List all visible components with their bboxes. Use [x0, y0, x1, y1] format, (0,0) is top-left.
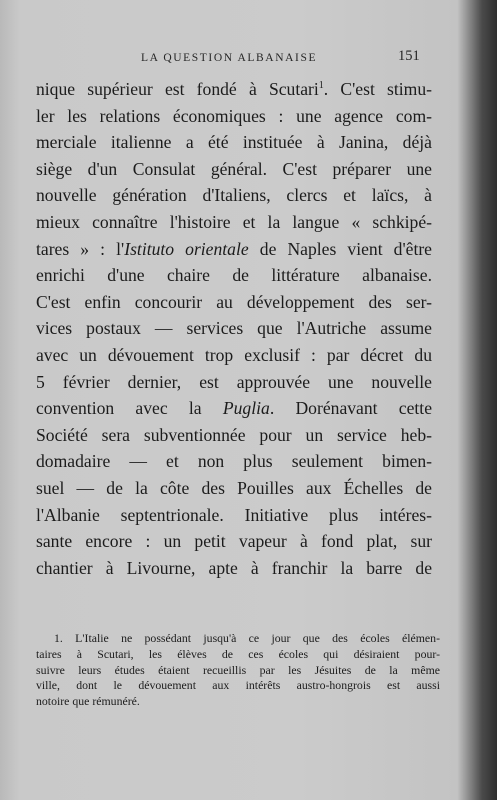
- text-line: C'est enfin concourir au développement des ser-: [36, 291, 432, 312]
- text-line: siège d'un Consulat général. C'est préparer une: [36, 158, 432, 179]
- text-line: sante encore : un petit vapeur à fond plat, sur: [36, 531, 432, 552]
- running-title: LA QUESTION ALBANAISE: [141, 52, 318, 64]
- text-line: [36, 236, 432, 263]
- text-line: enrichi d'une chaire de littérature albanaise.: [36, 265, 432, 286]
- italic-title: Puglia: [222, 398, 270, 419]
- page-number: 151: [398, 48, 420, 64]
- text-line: 5 février dernier, est approuvée une nouvelle: [36, 371, 432, 392]
- text-line: mieux connaître l'histoire et la langue « schkipé-: [36, 211, 432, 232]
- text-line: chantier à Livourne, apte à franchir la barre de: [36, 557, 432, 578]
- text-line: Société sera subventionnée pour un service heb-: [36, 424, 432, 445]
- text-line: l'Albanie septentrionale. Initiative plus intéres-: [36, 504, 432, 525]
- footnote-line: suivre leurs études étaient recueillis par les Jésuites de la même: [36, 662, 440, 677]
- text-line: avec un dévouement trop exclusif : par décret du: [36, 344, 432, 365]
- footnote-line: ville, dont le dévouement aux intérêts austro-hongrois est aussi: [36, 678, 440, 693]
- text-segment: de Naples vient d'être: [248, 238, 432, 259]
- text-line: merciale italienne a été instituée à Janina, déjà: [36, 132, 432, 153]
- text-line: nouvelle génération d'Italiens, clercs et laïcs, à: [36, 185, 432, 206]
- text-line: [36, 76, 432, 103]
- italic-title: Istituto orientale: [124, 238, 249, 259]
- text-segment: . Dorénavant cette: [269, 398, 433, 419]
- footnote-line: notoire que rémunéré.: [36, 694, 140, 709]
- footnote: [36, 631, 440, 710]
- text-line: domadaire — et non plus seulement bimen-: [36, 451, 432, 472]
- body-text: [36, 76, 432, 581]
- footnote-line: 1. L'Italie ne possédant jusqu'à ce jour que des écoles élémen-: [54, 631, 440, 645]
- text-line: ler les relations économiques : une agence com-: [36, 105, 432, 126]
- text-line: suel — de la côte des Pouilles aux Échelles de: [36, 477, 432, 498]
- text-segment: convention avec la: [36, 398, 223, 419]
- page-header: [0, 48, 497, 72]
- footnote-line: taires à Scutari, les élèves de ces écoles qui désiraient pour-: [36, 646, 440, 661]
- text-segment: nique supérieur est fondé à Scutari: [36, 79, 319, 99]
- text-segment: . C'est stimu-: [323, 79, 433, 99]
- text-segment: tares » : l': [36, 238, 125, 259]
- text-line: [36, 395, 432, 422]
- footnote-reference[interactable]: 1: [318, 80, 324, 91]
- text-line: vices postaux — services que l'Autriche assume: [36, 318, 432, 339]
